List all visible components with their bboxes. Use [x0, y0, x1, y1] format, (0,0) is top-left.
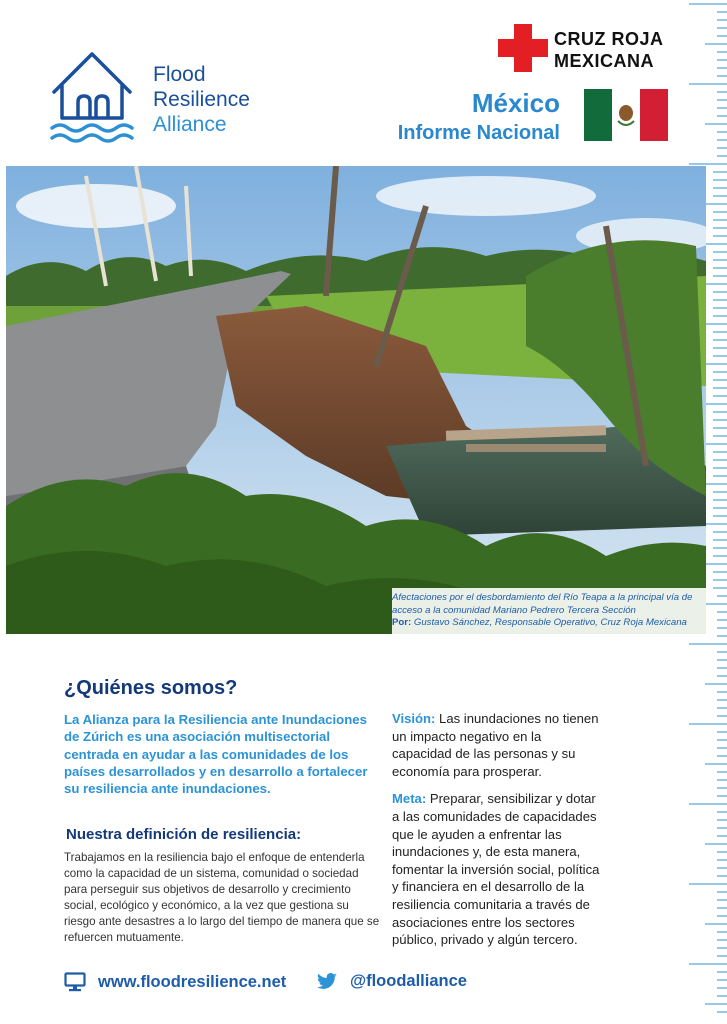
vision-goal-column	[392, 710, 604, 959]
twitter-link[interactable]	[316, 972, 467, 991]
country-heading	[368, 88, 560, 146]
photo-caption-text: Afectaciones por el desbordamiento del Río Teapa a la principal vía de acceso a la comunidad Mariano Pedrero Tercera Sección	[392, 592, 693, 616]
section-heading: ¿Quiénes somos?	[64, 677, 238, 699]
photo-caption	[392, 592, 704, 630]
intro-paragraph: La Alianza para la Resiliencia ante Inundaciones de Zúrich es una asociación multisectorial centrada en ayudar a las comunidades de los países desarrollados y en desarrollo a fortalecer su resiliencia ante inundaciones.	[64, 712, 368, 797]
photo-credit-text: Gustavo Sánchez, Responsable Operativo, Cruz Roja Mexicana	[413, 617, 687, 628]
flood-damage-photo	[6, 166, 706, 634]
twitter-bird-icon	[316, 973, 338, 991]
red-cross-icon	[494, 22, 554, 74]
twitter-handle[interactable]: @floodalliance	[350, 972, 467, 990]
fra-logo-text	[153, 62, 250, 137]
goal-paragraph	[392, 790, 604, 948]
goal-text: Preparar, sensibilizar y dotar a las comunidades de capacidades que le ayuden a enfrentar las inundaciones y, de esta manera, fomentar la inversión social, política y financiera en el desarrollo de la resiliencia comunitaria a través de asociaciones entre los sectores público, privado y algún tercero.	[392, 791, 600, 948]
cruz-roja-line2: MEXICANA	[554, 51, 655, 71]
vision-paragraph	[392, 710, 604, 780]
website-url[interactable]: www.floodresilience.net	[98, 972, 287, 991]
country-name: México	[471, 88, 560, 118]
vision-label: Visión:	[392, 711, 436, 726]
fra-logo-line1: Flood	[153, 63, 206, 86]
fra-logo-line3: Alliance	[153, 113, 227, 136]
goal-label: Meta:	[392, 791, 427, 807]
vision-text: Las inundaciones no tienen un impacto negativo en la capacidad de las personas y su economía para prosperar.	[392, 711, 599, 779]
cruz-roja-line1: CRUZ ROJA	[554, 29, 664, 49]
fra-logo-line2: Resilience	[153, 88, 250, 111]
photo-credit-label: Por:	[392, 617, 412, 628]
cruz-roja-logo-text	[554, 28, 664, 72]
computer-monitor-icon	[64, 972, 86, 992]
definition-heading: Nuestra definición de resiliencia:	[66, 826, 302, 843]
definition-paragraph: Trabajamos en la resiliencia bajo el enfoque de entenderla como la capacidad de un sistema, comunidad o sociedad para perseguir sus objetivos de desarrollo y crecimiento social, ecológico y económico, a la vez que gestiona su riesgo ante desastres a lo largo del tiempo de manera que se refuercen mutuamente.	[64, 851, 380, 944]
mexico-flag-icon	[584, 89, 668, 141]
report-type: Informe Nacional	[397, 122, 560, 144]
website-link[interactable]	[64, 972, 286, 992]
